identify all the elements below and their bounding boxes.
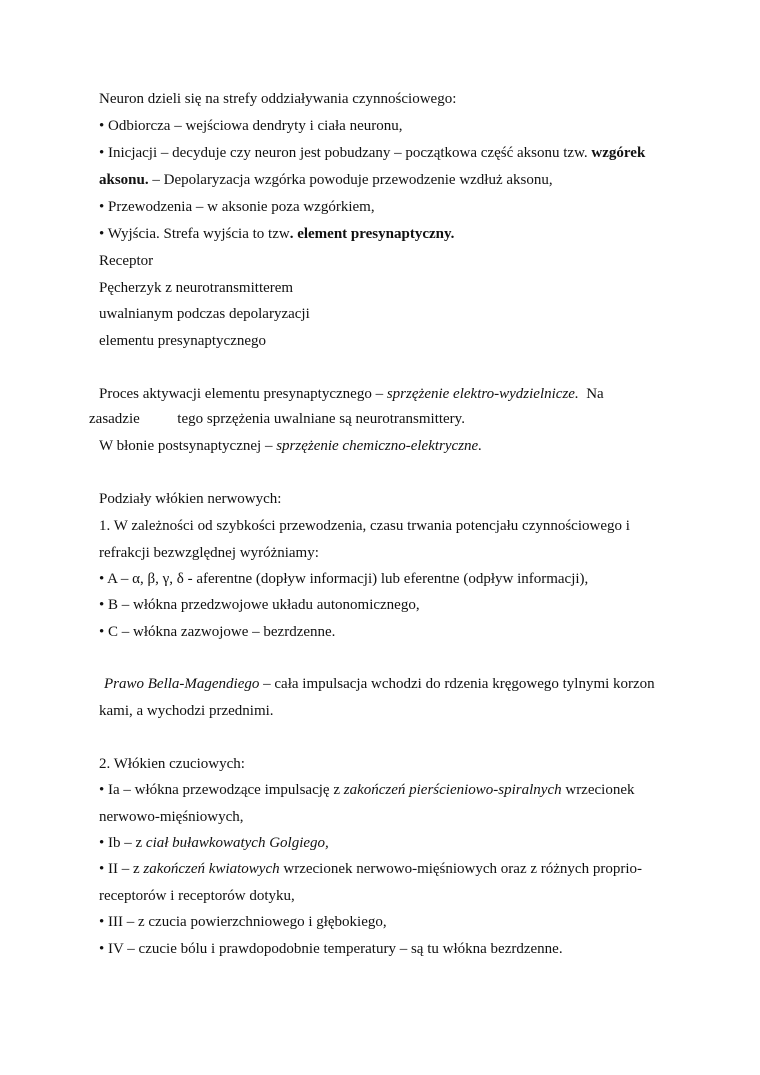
- pecherzyk-line-1: Pęcherzyk z neurotransmitterem: [99, 280, 294, 296]
- ia-italic: zakończeń pierścieniowo-spiralnych: [343, 782, 562, 798]
- list-item-odbiorcza: • Odbiorcza – wejściowa dendryty i ciała neuronu,: [99, 118, 403, 134]
- list-item-przewodzenia: • Przewodzenia – w aksonie poza wzgórkiem,: [99, 199, 375, 215]
- podzialy-p1-line-2: refrakcji bezwzględnej wyróżniamy:: [99, 545, 319, 561]
- wyjscia-text: • Wyjścia. Strefa wyjścia to tzw: [99, 226, 290, 242]
- zasadzie-word: zasadzie: [89, 411, 140, 427]
- proces-na: Na: [586, 386, 604, 402]
- list-item-ia-cont: nerwowo-mięśniowych,: [99, 809, 244, 825]
- sprzezenie-chemiczno-italic: sprzężenie chemiczno-elektryczne.: [276, 438, 482, 454]
- ii-text-2: wrzecionek nerwowo-mięśniowych oraz z różnych proprio-: [283, 861, 642, 877]
- ib-italic: ciał buławkowatych Golgiego,: [145, 835, 329, 851]
- list-item-inicjacji: [99, 144, 645, 162]
- ia-text: • Ia – włókna przewodzące impulsację z: [99, 782, 340, 798]
- prawo-line-1: [104, 675, 655, 693]
- aksonu-bold: aksonu.: [99, 172, 149, 188]
- list-item-ib: [99, 834, 329, 852]
- ii-italic: zakończeń kwiatowych: [143, 861, 280, 877]
- ia-text-2: wrzecionek: [565, 782, 635, 798]
- ii-text: • II – z: [99, 861, 140, 877]
- list-item-iii: • III – z czucia powierzchniowego i głębokiego,: [99, 914, 387, 930]
- list-item-a: • A – α, β, γ, δ - aferentne (dopływ informacji) lub eferentne (odpływ informacji),: [99, 571, 589, 587]
- list-item-wyjscia: [99, 225, 454, 243]
- prawo-line-2: kami, a wychodzi przednimi.: [99, 703, 274, 719]
- list-item-iv: • IV – czucie bólu i prawdopodobnie temperatury – są tu włókna bezrdzenne.: [99, 941, 563, 957]
- list-item-b: • B – włókna przedzwojowe układu autonomicznego,: [99, 597, 420, 613]
- proces-text: Proces aktywacji elementu presynaptycznego –: [99, 386, 384, 402]
- sprzezenie-elektro-italic: sprzężenie elektro-wydzielnicze.: [386, 386, 579, 402]
- list-item-ii-cont: receptorów i receptorów dotyku,: [99, 888, 295, 904]
- list-item-ii: [99, 860, 642, 878]
- strefy-intro: Neuron dzieli się na strefy oddziaływania czynnościowego:: [99, 91, 457, 107]
- element-presynaptyczny-bold: . element presynaptyczny.: [289, 226, 455, 242]
- podzialy-title: Podziały włókien nerwowych:: [99, 491, 282, 507]
- list-item-inicjacji-cont: [99, 171, 553, 189]
- depolaryzacja-text: – Depolaryzacja wzgórka powoduje przewodzenie wzdłuż aksonu,: [152, 172, 553, 188]
- proces-line-2-text: tego sprzężenia uwalniane są neurotransmittery.: [177, 411, 465, 427]
- czuciowe-title: 2. Włókien czuciowych:: [99, 756, 245, 772]
- pecherzyk-line-2: uwalnianym podczas depolaryzacji: [99, 306, 310, 322]
- prawo-bella-magendiego-italic: Prawo Bella-Magendiego: [104, 676, 260, 692]
- proces-line-3: [99, 437, 482, 455]
- ib-text: • Ib – z: [99, 835, 143, 851]
- inicjacji-text: • Inicjacji – decyduje czy neuron jest pobudzany – początkowa część aksonu tzw.: [99, 145, 588, 161]
- pecherzyk-line-3: elementu presynaptycznego: [99, 333, 267, 349]
- list-item-ia: [99, 781, 635, 799]
- list-item-c: • C – włókna zazwojowe – bezrdzenne.: [99, 624, 336, 640]
- receptor-label: Receptor: [99, 253, 154, 269]
- podzialy-p1-line-1: 1. W zależności od szybkości przewodzenia, czasu trwania potencjału czynnościowego i: [99, 518, 630, 534]
- prawo-text: – cała impulsacja wchodzi do rdzenia kręgowego tylnymi korzon: [263, 676, 655, 692]
- blona-text: W błonie postsynaptycznej –: [99, 438, 273, 454]
- wzgorek-bold: wzgórek: [591, 145, 646, 161]
- proces-line-2: [89, 410, 465, 428]
- proces-line-1: [99, 385, 604, 403]
